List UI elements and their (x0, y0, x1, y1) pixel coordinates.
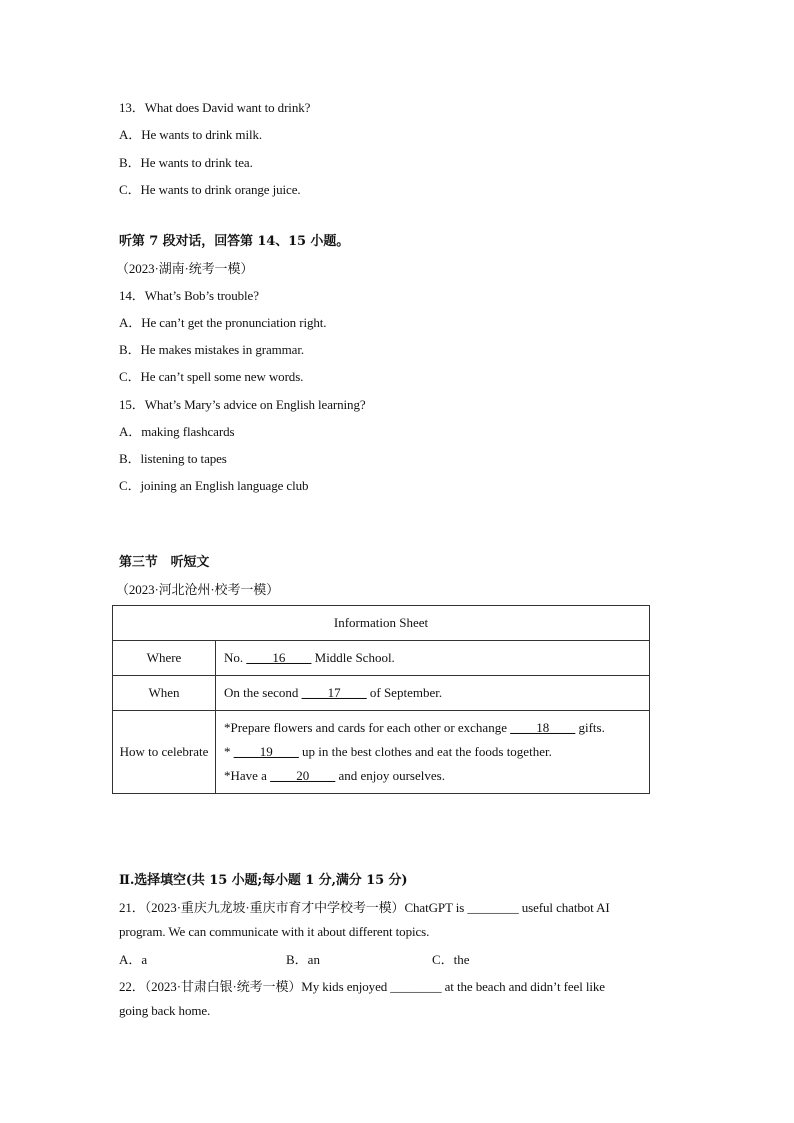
option-c: C．the (432, 952, 470, 967)
option-a: A．a (119, 952, 148, 967)
question-text-line2: going back home. (119, 1003, 211, 1018)
table-row (113, 711, 650, 794)
option-c: C．He can’t spell some new words. (119, 369, 304, 384)
option-b: B．He makes mistakes in grammar. (119, 342, 305, 357)
option-b: B．He wants to drink tea. (119, 155, 253, 170)
question-text: 15．What’s Mary’s advice on English learning? (119, 397, 366, 412)
section-7-heading: 听第 7 段对话，回答第 14、15 小题。 (119, 234, 350, 249)
option-a: A．He can’t get the pronunciation right. (119, 315, 327, 330)
question-text-line2: program. We can communicate with it about different topics. (119, 924, 430, 939)
question-text: 14．What’s Bob’s trouble? (119, 288, 259, 303)
question-text-line1: 21．（2023·重庆九龙坡·重庆市育才中学校考一模）ChatGPT is ________ useful chatbot AI (119, 900, 610, 915)
blank-16: ____16____ (246, 650, 312, 665)
where-value: No. ____16____ Middle School. (216, 641, 650, 676)
option-c: C．He wants to drink orange juice. (119, 182, 301, 197)
blank-20: ____20____ (270, 768, 336, 783)
where-label: Where (113, 641, 216, 676)
question-text-line1: 22．（2023·甘肃白银·统考一模）My kids enjoyed ________ at the beach and didn’t feel like (119, 979, 605, 994)
table-title: Information Sheet (113, 606, 650, 641)
blank-19: ____19____ (233, 744, 299, 759)
option-a: A．making flashcards (119, 424, 235, 439)
part-2-heading: Ⅱ.选择填空(共 15 小题;每小题 1 分,满分 15 分) (119, 873, 408, 888)
blank-18: ____18____ (510, 720, 576, 735)
how-label: How to celebrate (113, 711, 216, 794)
how-value: *Prepare flowers and cards for each other or exchange ____18____ gifts. * ____19____ up in the best clothes and eat the foods together. *Have a ____20____ and enjoy ourselves. (216, 711, 650, 794)
section-7-source: （2023·湖南·统考一模） (116, 261, 254, 276)
table-row (113, 641, 650, 676)
option-c: C．joining an English language club (119, 478, 309, 493)
section-3-heading: 第三节 听短文 (119, 555, 210, 570)
question-text: 13．What does David want to drink? (119, 100, 311, 115)
table-row (113, 676, 650, 711)
option-a: A．He wants to drink milk. (119, 127, 263, 142)
when-value: On the second ____17____ of September. (216, 676, 650, 711)
information-sheet-table (112, 605, 650, 794)
option-b: B．an (286, 952, 320, 967)
option-b: B．listening to tapes (119, 451, 227, 466)
section-3-source: （2023·河北沧州·校考一模） (116, 582, 280, 597)
when-label: When (113, 676, 216, 711)
blank-17: ____17____ (301, 685, 367, 700)
